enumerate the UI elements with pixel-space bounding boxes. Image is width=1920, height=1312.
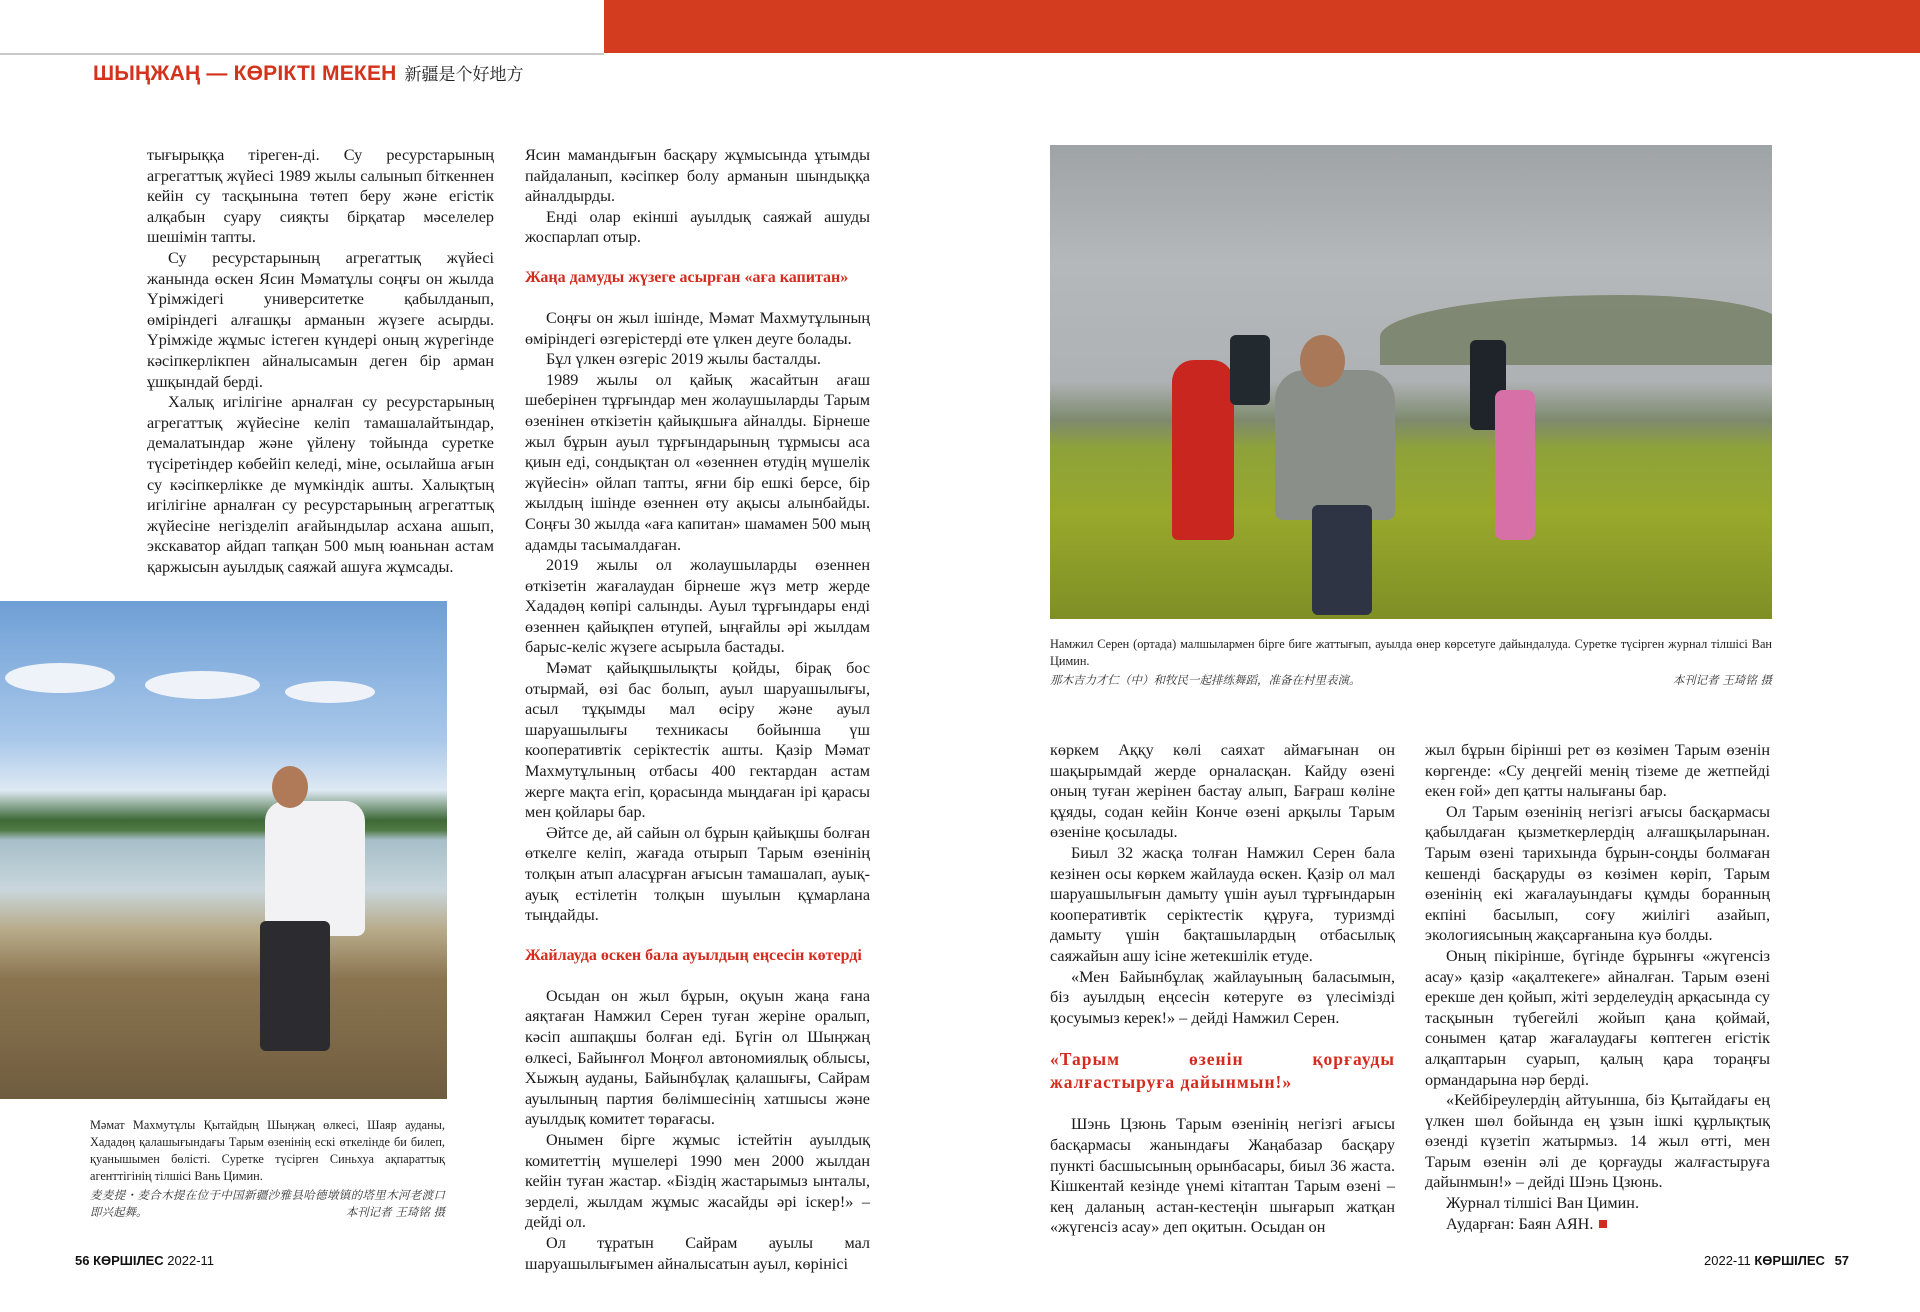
subheading-zhailau: Жайлауда өскен бала ауылдың еңсесін көтерді [525, 946, 862, 964]
paragraph: Ол тұратын Сайрам ауылы мал шаруашылығымен айналысатын ауыл, көрінісі [525, 1233, 870, 1273]
paragraph: Ясин мамандығын басқару жұмысында ұтымды пайдаланып, кәсіпкер болу арманын шындыққа айналдырды. [525, 146, 870, 206]
byline: Журнал тілшісі Ван Цимин. [1446, 1194, 1640, 1213]
photo-credit: 本刊记者 王琦铭 摄 [345, 1205, 445, 1219]
paragraph: 2019 жылы ол жолаушыларды өзеннен өткізетін жағалаудан бірнеше жүз метр жерде Хададөң көпірі салынды. Ауыл тұрғындары енді өзеннен қайықпен өтупей, ыңғайлы әрі жылдам барыс-келіс жүзеге асырыла бастады. [525, 556, 870, 657]
mountains [1380, 295, 1772, 365]
caption-kazakh: Намжил Серен (ортада) малшылармен бірге биге жаттығып, ауылда өнер көрсетуге дайындалуда. Суретке түсірген журнал тілшісі Ван Цимин. [1050, 637, 1772, 668]
page-number-right: 57 [1834, 1253, 1850, 1268]
paragraph: жыл бұрын бірінші рет өз көзімен Тарым өзенін көргенде: «Су деңгейі менің тіземе де жетпейді екен ғой» деп қатты налығаны бар. [1425, 741, 1770, 801]
paragraph: Мәмат қайықшылықты қойды, бірақ бос отырмай, өзі бас болып, ауыл шаруашылығы, асыл тұқымды мал өсіру және ауыл шаруашылығы техникасы бойынша үш кооперативтік серіктестік ашты. Қазір Мәмат Махмутұлының отбасы 400 гектардан астам жерге мақта егіп, қорасында мыңдаған ірі қарасы мен қойлары бар. [525, 659, 870, 822]
paragraph: Ол Тарым өзенінің негізгі ағысы басқармасы қабылдаған қызметкерлердің алғашқыларынан. Тарым өзені тарихында бұрын-соңды болмаған кешенді басқаруды өз көзімен көріп, Тарым өзенінің екі жағалауындағы құмды боранның екпіні басылып, соғу жиілігі азайып, экологиясының жақсарғанына куә болды. [1425, 802, 1770, 945]
footer-left [75, 1253, 214, 1268]
photo-right-caption [1050, 636, 1772, 689]
caption-chinese [90, 1187, 445, 1221]
translator-credit [1425, 1214, 1770, 1235]
caption-chinese [1050, 672, 1772, 689]
page-number-left: 56 [75, 1253, 90, 1268]
caption-kazakh: Мәмат Махмутұлы Қытайдың Шыңжаң өлкесі, Шаяр ауданы, Хададөң қалашығындағы Тарым өзенінің ескі өткелінде би билеп, қуанышымен бөлісті. Суретке түсірген Синьхуа ақпараттық агенттігінің тілшісі Вань Цимин. [90, 1118, 445, 1183]
paragraph: Енді олар екінші ауылдық саяжай ашуды жоспарлап отыр. [525, 207, 870, 247]
paragraph: Су ресурстарының агрегаттық жүйесі жанында өскен Ясин Мәматұлы соңғы он жылда Үрімжідегі университетке қабылданып, өміріндегі алғашқы арманын жүзеге асырды. Үрімжіде жұмыс істеген күндері оның жүрегінде кәсіпкерлікпен айналысамын деген бір арман ұшқындай берді. [147, 248, 494, 391]
figure-man-grey-jacket [1275, 370, 1395, 520]
end-mark-icon [1599, 1220, 1607, 1228]
paragraph: Шэнь Цзюнь Тарым өзенінің негізгі ағысы басқармасы жанындағы Жаңабазар басқару пункті басшысының орынбасары, биыл 36 жаста. Кішкентай кезінде үнемі кітаптан Тарым өзені – кең даланың астан-кестеңін шығарып жатқан «жүгенсіз асау» деп оқитын. Осыдан он [1050, 1115, 1395, 1237]
article-column-1 [147, 145, 494, 577]
magazine-name: КӨРШІЛЕС [1754, 1253, 1825, 1268]
caption-chinese-text: 那木吉力才仁（中）和牧民一起排练舞蹈，准备在村里表演。 [1050, 673, 1361, 687]
issue-date: 2022-11 [167, 1253, 215, 1268]
article-column-4 [1425, 740, 1770, 1234]
cloud [145, 671, 260, 699]
paragraph: Онымен бірге жұмыс істейтін ауылдық комитеттің мүшелері 1990 мен 2000 жылдан кейін туған жастар. «Біздің жастарымыз ынталы, зерделі, жылдам жұмыс жасайды әрі іскер!» – дейді ол. [525, 1130, 870, 1232]
figure-man-white-shirt [265, 801, 365, 936]
photo-man-dancing-by-river [0, 601, 447, 1099]
paragraph: Соңғы он жыл ішінде, Мәмат Махмутұлының өміріндегі өзгерістерді өте үлкен деуге болады. [525, 308, 870, 348]
article-column-2 [525, 145, 870, 1274]
paragraph: 1989 жылы ол қайық жасайтын ағаш шеберінен тұрғындар мен жолаушыларды Тарым өзенінен өткізетін қайықшыға айналды. Бірнеше жыл бұрын ауыл тұрғындарының тұрмысы аса қиын еді, сондықтан ол «өзеннен өтудің мүшелік жүйесін» ойлап тапты, яғни бір ешкі берсе, бір жылдың ішінде өзеннен өту ақысы алынбайды. Соңғы 30 жылда «аға капитан» шамамен 500 мың адамды тасымалдаған. [525, 370, 870, 554]
figure-man-jeans [1312, 505, 1372, 615]
magazine-name: КӨРШІЛЕС [93, 1253, 164, 1268]
caption-chinese-text: 麦麦提・麦合木提在位于中国新疆沙雅县哈德墩镇的塔里木河老渡口即兴起舞。 [90, 1188, 445, 1219]
photo-credit: 本刊记者 王琦铭 摄 [1672, 673, 1772, 687]
article-column-3 [1050, 740, 1395, 1238]
figure-woman-pink [1495, 390, 1535, 540]
header-rule [0, 53, 604, 55]
footer-right [1704, 1253, 1849, 1268]
section-title [93, 60, 524, 90]
paragraph: көркем Аққу көлі саяхат аймағынан он шақырымдай жерде орналасқан. Кайду өзені оның туған жерінен бастау алып, Бағраш көліне құяды, содан кейін Конче өзені арқылы Тарым өзеніне қосылады. [1050, 741, 1395, 842]
section-title-chinese: 新疆是个好地方 [404, 65, 524, 85]
paragraph: тығырыққа тіреген-ді. Су ресурстарының агрегаттық жүйесі 1989 жылы салынып біткеннен кейін су тасқынына төтеп беру және егістік алқабын суару сияқты бірқатар мәселелер шешімін тапты. [147, 146, 494, 247]
paragraph: Оның пікірінше, бүгінде бұрынғы «жүгенсіз асау» қазір «ақалтекеге» айналған. Тарым өзені ерекше ден қойып, жіті зерделеудің арқасында су тасқынын түбегейлі жойып қана қоймай, сонымен қатар жағалаудағы көптеген егістік алқаптарын суарып, қалың қара тораңғы ормандарына нәр берді. [1425, 946, 1770, 1089]
issue-date: 2022-11 [1704, 1253, 1751, 1268]
paragraph: «Мен Байынбұлақ жайлауының баласымын, біз ауылдың еңсесін көтеруге өз үлесімізді қосуымыз керек!» – дейді Намжил Серен. [1050, 967, 1395, 1027]
header-accent-bar [604, 0, 1920, 53]
figure-person-background [1230, 335, 1270, 405]
cloud [5, 663, 115, 693]
paragraph: Бұл үлкен өзгеріс 2019 жылы басталды. [546, 350, 821, 369]
section-title-kazakh: ШЫҢЖАҢ — КӨРІКТІ МЕКЕН [93, 62, 397, 85]
subheading-tarim: «Тарым өзенін қорғауды жалғастыруға дайынмын!» [1050, 1049, 1395, 1093]
paragraph: Биыл 32 жасқа толған Намжил Серен бала кезінен осы көркем жайлауда өскен. Қазір ол мал шаруашылығын дамыту үшін ауыл тұрғындарын кооперативтік серіктестік құруға, туризмді дамыту үшін бақташылардың отбасылық саяжайын ашу ісіне жетекшілік етуде. [1050, 843, 1395, 965]
translator-text: Аударған: Баян АЯН. [1446, 1214, 1594, 1233]
figure-man-head [1300, 335, 1345, 387]
paragraph: Халық игілігіне арналған су ресурстарының агрегаттық жүйесіне келіп тамашалайтындар, демалатындар және үйлену тойында суретке түсіретіндер көбейіп келеді, міне, осылайша ағын су кәсіпкерлікке де мүмкіндік ашты. Халықтың игілігіне арналған су ресурстарының агрегаттық жүйесіне негізделіп ағайындылар асхана ашып, экскаватор айдап тапқан 500 мың юаньнан астам қаржысын ауылдық саяжай ашуға жұмсады. [147, 393, 494, 576]
figure-man-head [272, 766, 308, 808]
figure-man-trousers [260, 921, 330, 1051]
paragraph: Әйтсе де, ай сайын ол бұрын қайықшы болған өткелге келіп, жағада отырып Тарым өзенінің толқын атып аласұрған ағысын тамашалап, ауық-ауық естілетін толқын шуылын құмарлана тыңдайды. [525, 823, 870, 925]
photo-herders-dancing [1050, 145, 1772, 619]
figure-woman-red-dress [1172, 360, 1234, 540]
photo-left-caption [90, 1117, 445, 1221]
paragraph: «Кейбіреулердің айтуынша, біз Қытайдағы ең үлкен шөл бойында ең ұзын ішкі құрлықтық өзенді күзетіп жатырмыз. 14 жыл өтті, мен Тарым өзенін әлі де қорғауды жалғастыруға дайынмын!» – дейді Шэнь Цзюнь. [1425, 1091, 1770, 1192]
subheading-aga-kapitan: Жаңа дамуды жүзеге асырған «аға капитан» [525, 268, 849, 286]
paragraph: Осыдан он жыл бұрын, оқуын жаңа ғана аяқтаған Намжил Серен туған жеріне оралып, кәсіп ашпақшы болған еді. Бүгін ол Шыңжаң өлкесі, Байынғол Моңғол автономиялық облысы, Хыжың ауданы, Байынбұлақ қалашығы, Сайрам ауылының партия бөлімшесінің хатшысы және ауылдық комитет төрағасы. [525, 986, 870, 1129]
cloud [285, 681, 375, 703]
